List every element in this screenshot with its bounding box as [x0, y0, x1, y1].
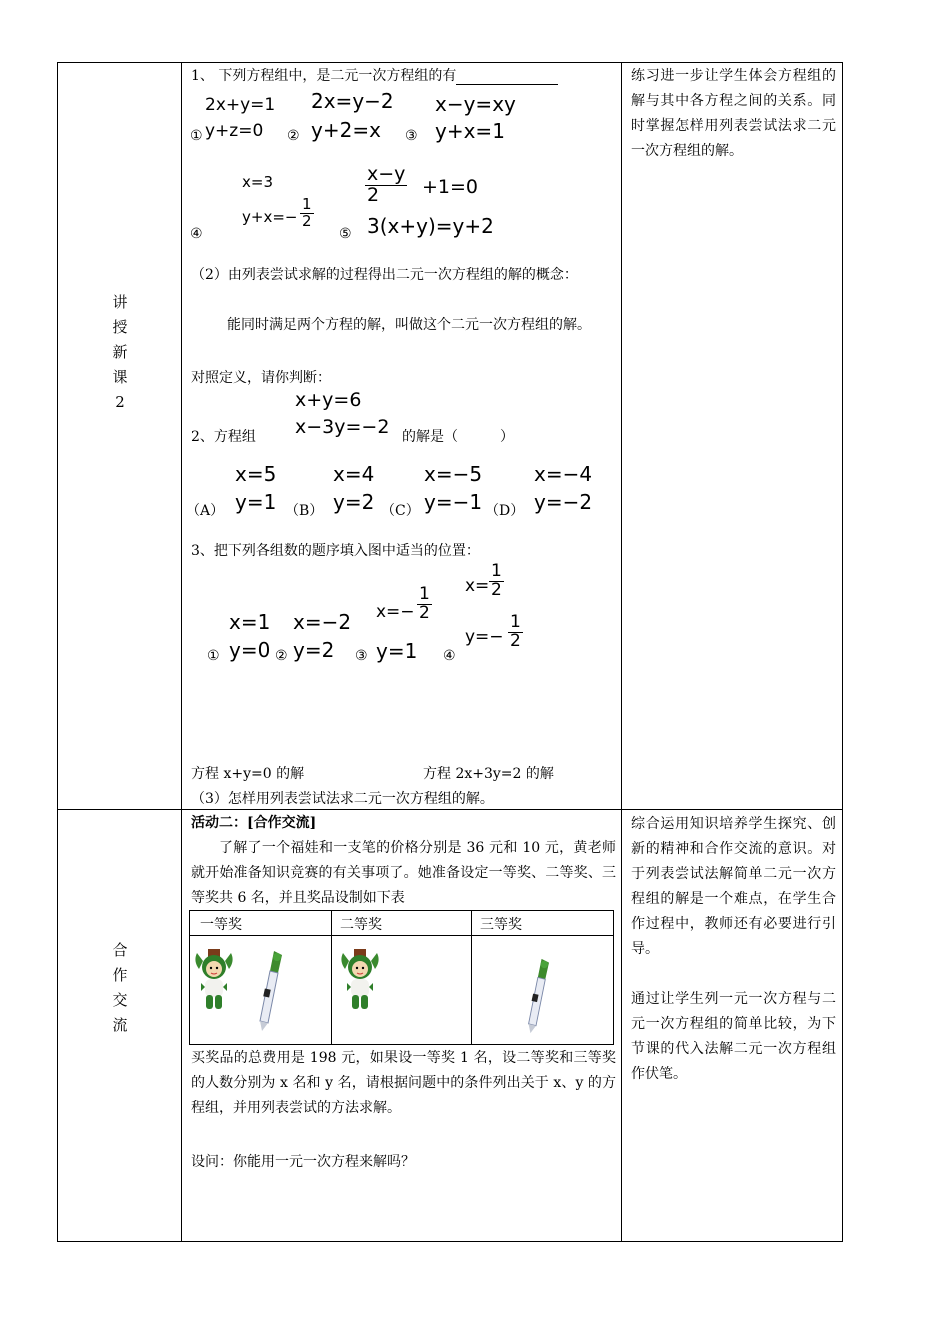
- fuwa-doll-image: [337, 947, 383, 1013]
- q3-label-left: 方程 x+y=0 的解: [191, 766, 305, 782]
- q3-item4-x: x=: [465, 576, 490, 596]
- q1-sys5-fraction: [365, 165, 407, 206]
- q1-text: [191, 65, 558, 85]
- label-char: 讲: [112, 293, 128, 311]
- label-char: 授: [112, 318, 128, 336]
- q3-item4-yfrac: [508, 614, 523, 651]
- q2-option-a-y: y=1: [235, 490, 277, 514]
- table-border-bottom: [57, 1241, 843, 1242]
- q1-sys5-frac-tail: +1=0: [422, 176, 479, 198]
- pen-image: [248, 949, 288, 1033]
- q1-sys1-line2: y+z=0: [205, 121, 264, 141]
- q2-option-d-x: x=−4: [534, 462, 593, 486]
- table-border-top: [57, 62, 843, 63]
- activity-title: 活动二：[合作交流]: [191, 815, 317, 831]
- q1-text-label: 1、 下列方程组中，是二元一次方程组的有: [191, 68, 457, 84]
- table-col-divider-2: [621, 62, 622, 1242]
- frac-den: 2: [302, 211, 312, 230]
- table-border-left: [57, 62, 58, 1242]
- label-char: 合: [112, 941, 128, 959]
- q2-option-c-y: y=−1: [424, 490, 483, 514]
- q3-text: 3、把下列各组数的题序填入图中适当的位置：: [191, 543, 480, 559]
- q3-label-right: 方程 2x+3y=2 的解: [423, 766, 554, 782]
- frac-num: 1: [302, 195, 312, 213]
- q3-mark-2: ②: [275, 648, 288, 664]
- q1-sys4-line2: y+x=−: [242, 208, 298, 226]
- q2-option-c-x: x=−5: [424, 462, 483, 486]
- q1-sys5-line2: 3(x+y)=y+2: [367, 214, 494, 238]
- q1-sys4-fraction: [300, 197, 314, 230]
- q3-mark-1: ①: [207, 648, 220, 664]
- label-char: 新: [112, 343, 128, 361]
- q3-item1-y: y=0: [229, 638, 271, 662]
- label-char: 课: [112, 368, 128, 386]
- q2-option-a-x: x=5: [235, 462, 277, 486]
- q1-blank: [456, 70, 558, 85]
- q1-sys1-line1: 2x+y=1: [205, 95, 276, 115]
- q2-option-b-x: x=4: [333, 462, 375, 486]
- prize-first-header: 一等奖: [200, 917, 242, 933]
- p2-definition: 能同时满足两个方程的解，叫做这个二元一次方程组的解。: [227, 317, 591, 333]
- label-char: 作: [112, 966, 128, 984]
- frac-den: 2: [510, 630, 521, 651]
- table-row-divider: [57, 809, 843, 810]
- table-col-divider-1: [181, 62, 182, 1242]
- p2-title: （2）由列表尝试求解的过程得出二元一次方程组的解的概念：: [191, 267, 578, 283]
- q1-mark-3: ③: [405, 128, 418, 144]
- q2-suffix: 的解是（ ）: [402, 429, 514, 445]
- frac-num: 1: [510, 612, 521, 632]
- prize-second-header: 二等奖: [340, 917, 382, 933]
- table-border-right: [842, 62, 843, 1242]
- activity-para2: 买奖品的总费用是 198 元，如果设一等奖 1 名，设二等奖和三等奖的人数分别为 x 名和 y 名，请根据问题中的条件列出关于 x、y 的方程组，并用列表尝试的方法求解。: [191, 1050, 616, 1116]
- section2-note2: 通过让学生列一元一次方程与二元一次方程组的简单比较，为下节课的代入法解二元一次方程组作伏笔。: [631, 991, 836, 1082]
- frac-den: 2: [367, 183, 380, 206]
- q1-sys2-line2: y+2=x: [311, 118, 381, 142]
- prize-third-header: 三等奖: [480, 917, 522, 933]
- label-char: 交: [112, 991, 128, 1009]
- q2-sys-line1: x+y=6: [295, 389, 362, 411]
- frac-num: 1: [419, 584, 430, 604]
- q3-item3-xfrac: [417, 586, 432, 623]
- q1-sys2-line1: 2x=y−2: [311, 89, 394, 113]
- q2-option-d-label: （D）: [485, 503, 525, 519]
- q3-item2-x: x=−2: [293, 610, 352, 634]
- q1-mark-4: ④: [190, 226, 203, 242]
- q1-mark-1: ①: [190, 128, 203, 144]
- q2-option-a-label: （A）: [186, 503, 225, 519]
- q3-item4-y: y=−: [465, 627, 504, 647]
- q1-mark-5: ⑤: [339, 226, 352, 242]
- q3-item4-xfrac: [489, 563, 504, 600]
- q2-prefix: 2、方程组: [191, 429, 256, 445]
- activity-question: 设问：你能用一元一次方程来解吗？: [191, 1154, 415, 1170]
- label-char: 流: [112, 1016, 128, 1034]
- prize-table: [189, 910, 614, 1045]
- p2-judge: 对照定义，请你判断：: [191, 370, 331, 386]
- q1-sys3-line1: x−y=xy: [435, 92, 516, 116]
- prize-table-col-divider-2: [471, 911, 472, 1044]
- prize-table-header-divider: [190, 935, 613, 936]
- frac-den: 2: [419, 602, 430, 623]
- frac-den: 2: [491, 579, 502, 600]
- frac-num: 1: [491, 561, 502, 581]
- label-char: 2: [115, 393, 125, 411]
- q1-mark-2: ②: [287, 128, 300, 144]
- q3-item2-y: y=2: [293, 638, 335, 662]
- p3-text: （3）怎样用列表尝试法求二元一次方程组的解。: [191, 791, 494, 807]
- q2-option-b-label: （B）: [285, 503, 324, 519]
- q1-sys4-line1: x=3: [242, 173, 273, 191]
- prize-table-col-divider-1: [331, 911, 332, 1044]
- q3-mark-4: ④: [443, 648, 456, 664]
- q3-mark-3: ③: [355, 648, 368, 664]
- q2-option-d-y: y=−2: [534, 490, 593, 514]
- q3-item3-x: x=−: [376, 602, 415, 622]
- activity-para1: 了解了一个福娃和一支笔的价格分别是 36 元和 10 元，黄老师就开始准备知识竞赛的有关事项了。她准备设定一等奖、二等奖、三等奖共 6 名，并且奖品设制如下表: [191, 840, 616, 906]
- q2-sys-line2: x−3y=−2: [295, 416, 390, 438]
- q1-sys3-line2: y+x=1: [435, 119, 505, 143]
- q3-item3-y: y=1: [376, 639, 418, 663]
- frac-num: x−y: [367, 163, 406, 185]
- q2-option-c-label: （C）: [381, 503, 420, 519]
- section2-note1: 综合运用知识培养学生探究、创新的精神和合作交流的意识。对于列表尝试法解简单二元一次方程组的解是一个难点，在学生合作过程中，教师还有必要进行引导。: [631, 816, 836, 957]
- q2-option-b-y: y=2: [333, 490, 375, 514]
- section1-note: 练习进一步让学生体会方程组的解与其中各方程之间的关系。同时掌握怎样用列表尝试法求二元一次方程组的解。: [631, 68, 836, 159]
- q3-item1-x: x=1: [229, 610, 271, 634]
- pen-image: [516, 957, 556, 1035]
- fuwa-doll-image: [191, 947, 237, 1013]
